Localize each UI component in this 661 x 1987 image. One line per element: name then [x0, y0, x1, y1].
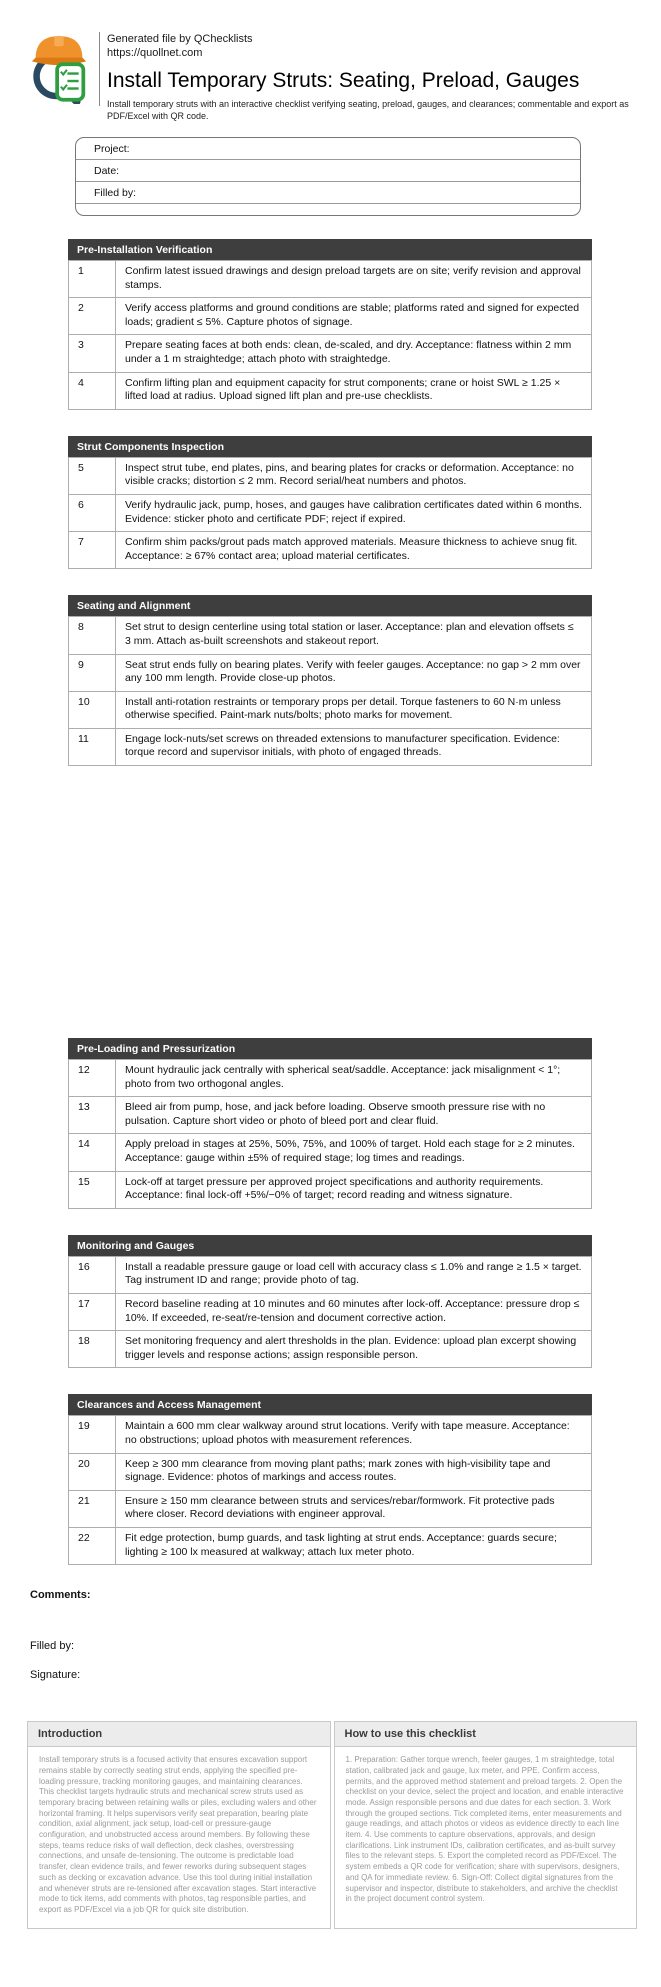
- item-text: Verify hydraulic jack, pump, hoses, and gauges have calibration certificates dated within 6 months. Evidence: sticker photo and certificate PDF; reject if expired.: [116, 494, 592, 531]
- signoff-area: [30, 1589, 661, 1681]
- checklist-row[interactable]: [69, 1416, 592, 1453]
- qchecklists-logo-icon: [30, 30, 90, 122]
- item-text: Apply preload in stages at 25%, 50%, 75%, and 100% of target. Hold each stage for ≥ 2 minutes. Acceptance: gauge within ±5% of required stage; log times and readings.: [116, 1134, 592, 1171]
- item-number: 1: [69, 261, 116, 298]
- filled-by-label: Filled by:: [30, 1640, 75, 1653]
- item-text: Maintain a 600 mm clear walkway around strut locations. Verify with tape measure. Acceptance: no obstructions; upload photos with measurement references.: [116, 1416, 592, 1453]
- introduction-title: Introduction: [28, 1722, 330, 1747]
- comments-label: Comments:: [30, 1589, 91, 1602]
- checklist-row[interactable]: [69, 1097, 592, 1134]
- item-text: Set strut to design centerline using total station or laser. Acceptance: plan and elevation offsets ≤ 3 mm. Attach as-built screenshots and stakeout report.: [116, 617, 592, 654]
- item-text: Engage lock-nuts/set screws on threaded extensions to manufacturer specification. Evidence: torque record and supervisor initials, with photo of engaged threads.: [116, 728, 592, 765]
- section-title: Pre-Loading and Pressurization: [68, 1038, 592, 1059]
- item-text: Keep ≥ 300 mm clearance from moving plant paths; mark zones with high-visibility tape and signage. Evidence: photos of markings and access routes.: [116, 1453, 592, 1490]
- checklist-row[interactable]: [69, 728, 592, 765]
- item-number: 22: [69, 1527, 116, 1564]
- checklist-row[interactable]: [69, 1256, 592, 1293]
- item-number: 13: [69, 1097, 116, 1134]
- item-text: Confirm lifting plan and equipment capacity for strut components; crane or hoist SWL ≥ 1.25 × lifted load at radius. Upload signed lift plan and pre-use checklists.: [116, 372, 592, 409]
- checklist-row[interactable]: [69, 1134, 592, 1171]
- section-table: [68, 616, 592, 766]
- site-url[interactable]: https://quollnet.com: [107, 47, 203, 59]
- date-field-label: Date:: [94, 164, 120, 177]
- item-number: 20: [69, 1453, 116, 1490]
- item-text: Install anti-rotation restraints or temporary props per detail. Torque fasteners to 60 N·m unless otherwise specified. Paint-mark nuts/bolts; photo marks for movement.: [116, 691, 592, 728]
- item-number: 15: [69, 1171, 116, 1208]
- item-text: Seat strut ends fully on bearing plates. Verify with feeler gauges. Acceptance: no gap > 2 mm over any 100 mm length. Provide close-up photos.: [116, 654, 592, 691]
- checklist-row[interactable]: [69, 691, 592, 728]
- checklist-section: [68, 1235, 592, 1369]
- item-number: 5: [69, 457, 116, 494]
- item-text: Fit edge protection, bump guards, and task lighting at strut ends. Acceptance: guards secure; lighting ≥ 100 lx measured at walkway; attach lux meter photo.: [116, 1527, 592, 1564]
- item-number: 18: [69, 1331, 116, 1368]
- item-number: 9: [69, 654, 116, 691]
- item-text: Ensure ≥ 150 mm clearance between struts and services/rebar/formwork. Fit protective pads where closer. Record deviations with engineer approval.: [116, 1490, 592, 1527]
- introduction-body: Install temporary struts is a focused activity that ensures excavation support remains stable by correctly seating strut ends, applying the specified pre-loading pressure, tracking monitoring gauges, and maintaining clearances. This checklist targets hydraulic struts and mechanical screw struts used as temporary bracing between retaining walls or piles, excluding walers and other horizontal framing. It helps supervisors verify seat preparation, bearing plate condition, axial alignment, jack setup, load-cell or pressure-gauge configuration, and unobstructed access around members. By following these steps, teams reduce risks of wall deflection, deck clashes, overstressing connections, and unsafe de-tensioning. The outcome is predictable load transfer, clean evidence trails, and fewer reworks during subsequent stages such as decking or excavation advance. Use this tool during initial installation and whenever struts are re-tensioned after excavation stages. Start interactive mode to tick items, add comments with photos, tag responsible parties, and export as PDF/Excel via a job QR for quick site distribution.: [39, 1755, 317, 1914]
- checklist-section: [68, 239, 592, 410]
- checklist-row[interactable]: [69, 1490, 592, 1527]
- checklist-row[interactable]: [69, 1060, 592, 1097]
- filled-by-field-label: Filled by:: [94, 186, 137, 199]
- checklist-section: [68, 436, 592, 570]
- item-number: 6: [69, 494, 116, 531]
- section-table: [68, 1256, 592, 1369]
- checklist-row[interactable]: [69, 1171, 592, 1208]
- item-number: 8: [69, 617, 116, 654]
- checklist-section: [68, 1394, 592, 1565]
- checklist-row[interactable]: [69, 617, 592, 654]
- page-title: Install Temporary Struts: Seating, Preload, Gauges: [107, 69, 580, 92]
- section-table: [68, 457, 592, 570]
- item-number: 19: [69, 1416, 116, 1453]
- item-number: 2: [69, 298, 116, 335]
- section-title: Strut Components Inspection: [68, 436, 592, 457]
- item-text: Inspect strut tube, end plates, pins, and bearing plates for cracks or deformation. Acceptance: no visible cracks; distortion ≤ 2 mm. Record serial/heat numbers and photos.: [116, 457, 592, 494]
- how-to-use-title: How to use this checklist: [335, 1722, 637, 1747]
- checklist-row[interactable]: [69, 457, 592, 494]
- generated-by-line: Generated file by QChecklists: [107, 33, 253, 45]
- item-number: 11: [69, 728, 116, 765]
- item-number: 16: [69, 1256, 116, 1293]
- project-field[interactable]: [76, 138, 580, 160]
- item-text: Prepare seating faces at both ends: clean, de-scaled, and dry. Acceptance: flatness within 2 mm under a 1 m straightedge; attach photo with straightedge.: [116, 335, 592, 372]
- item-text: Verify access platforms and ground conditions are stable; platforms rated and signed for expected loads; gradient ≤ 5%. Capture photos of signage.: [116, 298, 592, 335]
- checklist-row[interactable]: [69, 372, 592, 409]
- item-text: Lock-off at target pressure per approved project specifications and authority requirements. Acceptance: final lock-off +5%/−0% of target; record reading and witness signature.: [116, 1171, 592, 1208]
- item-number: 10: [69, 691, 116, 728]
- section-title: Monitoring and Gauges: [68, 1235, 592, 1256]
- project-field-label: Project:: [94, 142, 130, 155]
- checklist-row[interactable]: [69, 335, 592, 372]
- section-title: Seating and Alignment: [68, 595, 592, 616]
- document-header: [0, 0, 661, 122]
- section-title: Pre-Installation Verification: [68, 239, 592, 260]
- introduction-box: [27, 1721, 331, 1929]
- item-text: Confirm shim packs/grout pads match approved materials. Measure thickness to achieve snug fit. Acceptance: ≥ 67% contact area; upload material certificates.: [116, 532, 592, 569]
- item-text: Mount hydraulic jack centrally with spherical seat/saddle. Acceptance: jack misalignment < 1°; photo from two orthogonal angles.: [116, 1060, 592, 1097]
- item-text: Confirm latest issued drawings and design preload targets are on site; verify revision and approval stamps.: [116, 261, 592, 298]
- how-to-use-box: [334, 1721, 638, 1929]
- checklist-sections: [68, 239, 592, 1565]
- info-boxes: [27, 1721, 637, 1929]
- header-divider: [99, 32, 100, 106]
- checklist-row[interactable]: [69, 1527, 592, 1564]
- project-meta-form: [75, 137, 581, 216]
- item-number: 4: [69, 372, 116, 409]
- checklist-row[interactable]: [69, 1294, 592, 1331]
- item-number: 12: [69, 1060, 116, 1097]
- item-number: 14: [69, 1134, 116, 1171]
- date-field[interactable]: [76, 160, 580, 182]
- checklist-row[interactable]: [69, 1331, 592, 1368]
- item-text: Bleed air from pump, hose, and jack before loading. Observe smooth pressure rise with no pulsation. Capture short video or photo of bleed port and clear fluid.: [116, 1097, 592, 1134]
- how-to-use-body: 1. Preparation: Gather torque wrench, feeler gauges, 1 m straightedge, total station, calibrated jack and gauge, lux meter, and PPE. Confirm access, permits, and the approved method statement and preload targets. 2. Open the checklist on your device, select the project and location, and enable interactive mode. Assign responsible persons and due dates for each section. 3. Work through the grouped sections. Tick completed items, enter measurements and gauge readings, and attach photos or videos as evidence directly to each line item. 4. Use comments to capture observations, approvals, and design clarifications. Link instrument IDs, calibration certificates, and as-built survey files to the relevant steps. 5. Export the completed record as PDF/Excel. The system embeds a QR code for verification; share with supervisors, designers, and QA for immediate review. 6. Sign-Off: Collect digital signatures from the supervisor and inspector, distribute to stakeholders, and archive the checklist in the project document control system.: [345, 1755, 624, 1904]
- signature-label: Signature:: [30, 1669, 81, 1682]
- item-number: 7: [69, 532, 116, 569]
- item-number: 3: [69, 335, 116, 372]
- section-table: [68, 260, 592, 410]
- filled-by-field[interactable]: [76, 182, 580, 204]
- section-title: Clearances and Access Management: [68, 1394, 592, 1415]
- item-text: Install a readable pressure gauge or load cell with accuracy class ≤ 1.0% and range ≥ 1.5 × target. Tag instrument ID and range; provide photo of tag.: [116, 1256, 592, 1293]
- checklist-row[interactable]: [69, 494, 592, 531]
- item-number: 21: [69, 1490, 116, 1527]
- section-table: [68, 1415, 592, 1565]
- checklist-row[interactable]: [69, 654, 592, 691]
- item-text: Record baseline reading at 10 minutes and 60 minutes after lock-off. Acceptance: pressure drop ≤ 10%. If exceeded, re-seat/re-tension and document corrective action.: [116, 1294, 592, 1331]
- page-bottom-padding: [0, 1929, 661, 1987]
- checklist-row[interactable]: [69, 261, 592, 298]
- checklist-row[interactable]: [69, 298, 592, 335]
- checklist-section: [68, 595, 592, 766]
- checklist-row[interactable]: [69, 1453, 592, 1490]
- checklist-row[interactable]: [69, 532, 592, 569]
- item-number: 17: [69, 1294, 116, 1331]
- section-table: [68, 1059, 592, 1209]
- checklist-section: [68, 1038, 592, 1209]
- page-subtitle: Install temporary struts with an interactive checklist verifying seating, preload, gauges, and clearances; commentable and export as PDF/Excel with QR code.: [107, 99, 629, 121]
- item-text: Set monitoring frequency and alert thresholds in the plan. Evidence: upload plan excerpt showing trigger levels and response actions; assign responsible person.: [116, 1331, 592, 1368]
